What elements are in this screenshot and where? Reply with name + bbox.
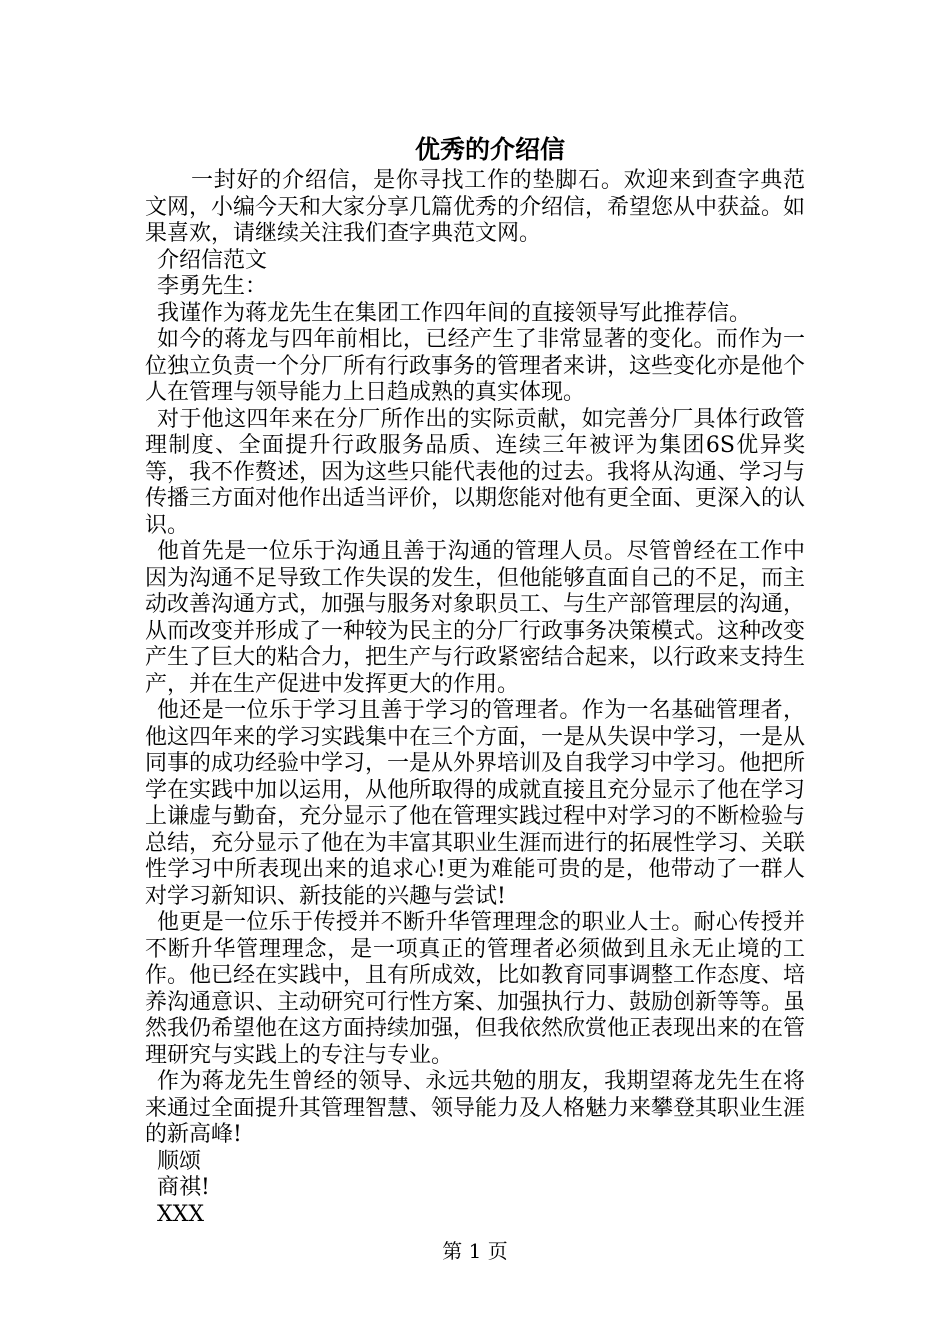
document-page (145, 132, 805, 1228)
signature: XXX (157, 1201, 204, 1227)
body-paragraph-5: 他还是一位乐于学习且善于学习的管理者。作为一名基础管理者，他这四年来的学习实践集中在三个方面，一是从失误中学习，一是从同事的成功经验中学习，一是从外界培训及自我学习中学习。他把所学在实践中加以运用，从他所取得的成就直接且充分显示了他在学习上谦虚与勤奋，充分显示了他在管理实践过程中对学习的不断检验与总结，充分显示了他在为丰富其职业生涯而进行的拓展性学习、关联性学习中所表现出来的追求心!更为难能可贵的是，他带动了一群人对学习新知识、新技能的兴趣与尝试! (145, 698, 806, 909)
body-paragraph-7: 作为蒋龙先生曾经的领导、永远共勉的朋友，我期望蒋龙先生在将来通过全面提升其管理智慧、领导能力及人格魅力来攀登其职业生涯的新高峰! (145, 1069, 806, 1147)
intro-paragraph: 一封好的介绍信，是你寻找工作的垫脚石。欢迎来到查字典范文网，小编今天和大家分享几篇优秀的介绍信，希望您从中获益。如果喜欢，请继续关注我们查字典范文网。 (145, 168, 806, 246)
closing-line-2: 商祺! (157, 1175, 210, 1200)
page-number-footer: 第 1 页 (442, 1239, 508, 1263)
document-title: 优秀的介绍信 (414, 135, 565, 164)
body-paragraph-1: 我谨作为蒋龙先生在集团工作四年间的直接领导写此推荐信。 (157, 300, 752, 326)
body-paragraph-3: 对于他这四年来在分厂所作出的实际贡献，如完善分厂具体行政管理制度、全面提升行政服务品质、连续三年被评为集团6S优异奖等，我不作赘述，因为这些只能代表他的过去。我将从沟通、学习与传播三方面对他作出适当评价，以期您能对他有更全面、更深入的认识。 (145, 406, 806, 538)
section-heading: 介绍信范文 (157, 247, 268, 273)
body-paragraph-2: 如今的蒋龙与四年前相比，已经产生了非常显著的变化。而作为一位独立负责一个分厂所有行政事务的管理者来讲，这些变化亦是他个人在管理与领导能力上日趋成熟的真实体现。 (145, 327, 806, 405)
body-paragraph-6: 他更是一位乐于传授并不断升华管理理念的职业人士。耐心传授并不断升华管理理念，是一项真正的管理者必须做到且永无止境的工作。他已经在实践中，且有所成效，比如教育同事调整工作态度、培养沟通意识、主动研究可行性方案、加强执行力、鼓励创新等等。虽然我仍希望他在这方面持续加强，但我依然欣赏他正表现出来的在管理研究与实践上的专注与专业。 (145, 910, 806, 1068)
salutation: 李勇先生： (157, 274, 268, 299)
closing-line-1: 顺颂 (157, 1148, 202, 1174)
body-paragraph-4: 他首先是一位乐于沟通且善于沟通的管理人员。尽管曾经在工作中因为沟通不足导致工作失误的发生，但他能够直面自己的不足，而主动改善沟通方式，加强与服务对象职员工、与生产部管理层的沟通，从而改变并形成了一种较为民主的分厂行政事务决策模式。这种改变产生了巨大的粘合力，把生产与行政紧密结合起来，以行政来支持生产，并在生产促进中发挥更大的作用。 (145, 539, 806, 697)
